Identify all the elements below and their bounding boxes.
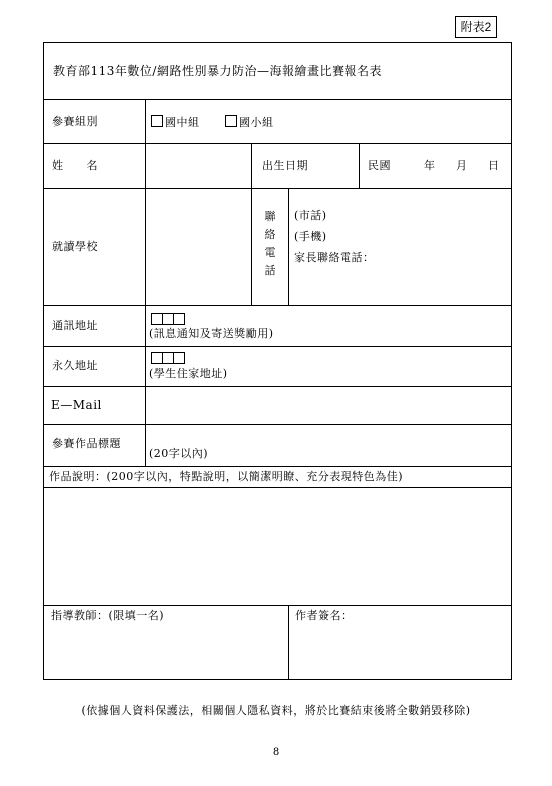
row-divider — [43, 466, 511, 467]
birth-year: 年 — [424, 159, 436, 172]
checkbox[interactable] — [151, 115, 163, 127]
birth-era: 民國 — [368, 159, 391, 172]
postal-code-boxes[interactable] — [151, 310, 184, 322]
column-divider — [288, 188, 289, 305]
row-divider — [43, 605, 511, 606]
row-divider — [43, 99, 511, 100]
row-divider — [43, 305, 511, 306]
label-column-divider — [145, 99, 146, 466]
row-divider — [43, 386, 511, 387]
postal-code-boxes[interactable] — [151, 349, 184, 361]
column-divider — [359, 143, 360, 188]
row-divider — [43, 188, 511, 189]
option-label: 國中組 — [165, 116, 200, 129]
form-top-border — [43, 42, 511, 43]
row-divider — [43, 143, 511, 144]
perm-address-hint: (學生住家地址) — [149, 367, 228, 380]
form-title: 教育部113年數位/網路性別暴力防治—海報繪畫比賽報名表 — [53, 64, 382, 78]
form-left-border — [43, 42, 44, 680]
page-number: 8 — [272, 747, 280, 758]
privacy-note: (依據個人資料保護法，相關個人隱私資料，將於比賽結束後將全數銷毀移除) — [81, 704, 471, 717]
form-right-border — [511, 42, 512, 680]
school-label: 就讀學校 — [52, 240, 98, 253]
birth-label: 出生日期 — [262, 159, 308, 172]
contact-landline: (市話) — [294, 209, 327, 222]
contact-label: 聯絡電話 — [264, 210, 276, 277]
group-label: 參賽組別 — [52, 115, 98, 128]
row-divider — [43, 487, 511, 488]
email-label: E—Mail — [51, 398, 102, 412]
registration-form — [43, 42, 511, 679]
name-label: 姓 名 — [52, 159, 98, 172]
birth-month: 月 — [456, 159, 468, 172]
contact-parent: 家長聯絡電話： — [294, 251, 375, 264]
work-title-hint: (20字以內) — [149, 447, 209, 460]
group-option-junior-high[interactable] — [151, 115, 200, 130]
column-divider — [251, 143, 252, 305]
mail-address-hint: (訊息通知及寄送獎勵用) — [149, 327, 274, 340]
column-divider — [288, 605, 289, 679]
work-description-label: 作品說明：(200字以內，特點說明，以簡潔明瞭、充分表現特色為佳) — [49, 470, 404, 483]
birth-day: 日 — [488, 159, 500, 172]
group-option-elementary[interactable] — [225, 115, 274, 130]
annex-label: 附表2 — [455, 16, 497, 38]
option-label: 國小組 — [239, 116, 274, 129]
contact-mobile: (手機) — [294, 230, 327, 243]
mail-address-label: 通訊地址 — [52, 319, 98, 332]
form-bottom-border — [43, 679, 512, 680]
checkbox[interactable] — [225, 115, 237, 127]
signature-label: 作者簽名： — [295, 609, 353, 622]
teacher-label: 指導教師：(限填一名) — [51, 609, 165, 622]
row-divider — [43, 424, 511, 425]
perm-address-label: 永久地址 — [52, 359, 98, 372]
row-divider — [43, 346, 511, 347]
work-title-label: 參賽作品標題 — [52, 437, 121, 450]
